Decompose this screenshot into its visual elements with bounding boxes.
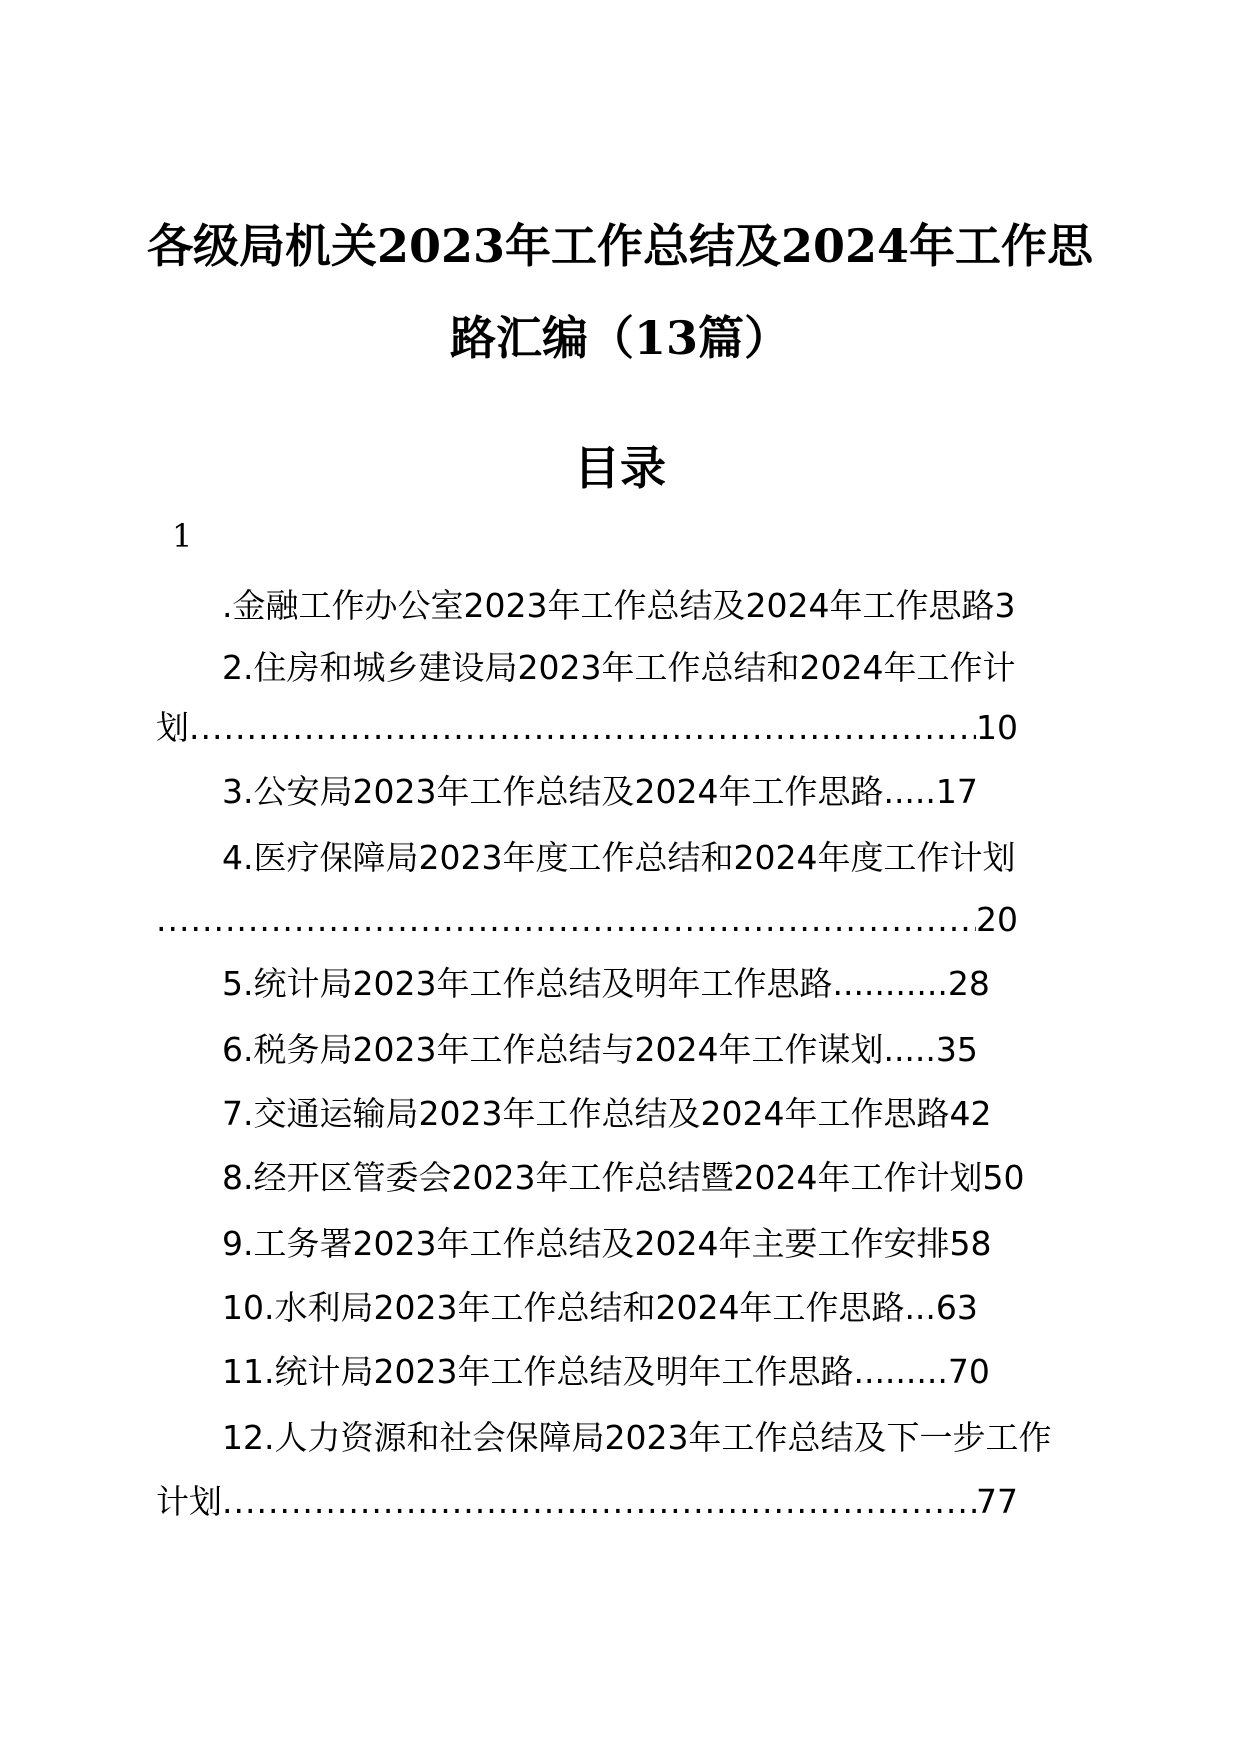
toc-entry-12-tail: 计划 (156, 1482, 222, 1521)
toc-entry-4-page: 20 (976, 900, 1018, 939)
toc-entry-1: .金融工作办公室2023年工作总结及2024年工作思路3 (222, 586, 1016, 625)
toc-entry-4-line-2 (156, 898, 1018, 942)
toc-entry-8: 8.经开区管委会2023年工作总结暨2024年工作计划50 (222, 1158, 1025, 1197)
toc-entry-10: 10.水利局2023年工作总结和2024年工作思路...63 (222, 1288, 978, 1327)
dot-leader (189, 706, 976, 750)
toc-heading: 目录 (574, 441, 666, 495)
toc-entry-12-line-1: 12.人力资源和社会保障局2023年工作总结及下一步工作 (222, 1418, 1052, 1457)
toc-entry-7: 7.交通运输局2023年工作总结及2024年工作思路42 (222, 1094, 992, 1133)
toc-entry-11: 11.统计局2023年工作总结及明年工作思路.........70 (222, 1352, 990, 1391)
toc-entry-6: 6.税务局2023年工作总结与2024年工作谋划.....35 (222, 1030, 978, 1069)
document-title-line-2: 路汇编（13篇） (449, 311, 790, 365)
toc-entry-2-line-1: 2.住房和城乡建设局2023年工作总结和2024年工作计 (222, 648, 1016, 687)
toc-entry-4-line-1: 4.医疗保障局2023年度工作总结和2024年度工作计划 (222, 838, 1016, 877)
toc-entry-5: 5.统计局2023年工作总结及明年工作思路...........28 (222, 964, 990, 1003)
toc-entry-2-line-2 (156, 706, 1018, 750)
dot-leader (156, 898, 976, 942)
toc-entry-2-page: 10 (976, 708, 1018, 747)
dot-leader (222, 1480, 976, 1524)
toc-entry-2-tail: 划 (156, 708, 189, 747)
toc-entry-12-line-2 (156, 1480, 1018, 1524)
toc-entry-12-page: 77 (976, 1482, 1018, 1521)
document-title-line-1: 各级局机关2023年工作总结及2024年工作思 (146, 219, 1094, 273)
toc-entry-9: 9.工务署2023年工作总结及2024年主要工作安排58 (222, 1224, 992, 1263)
toc-entry-3: 3.公安局2023年工作总结及2024年工作思路.....17 (222, 772, 978, 811)
stray-number: 1 (172, 517, 193, 555)
